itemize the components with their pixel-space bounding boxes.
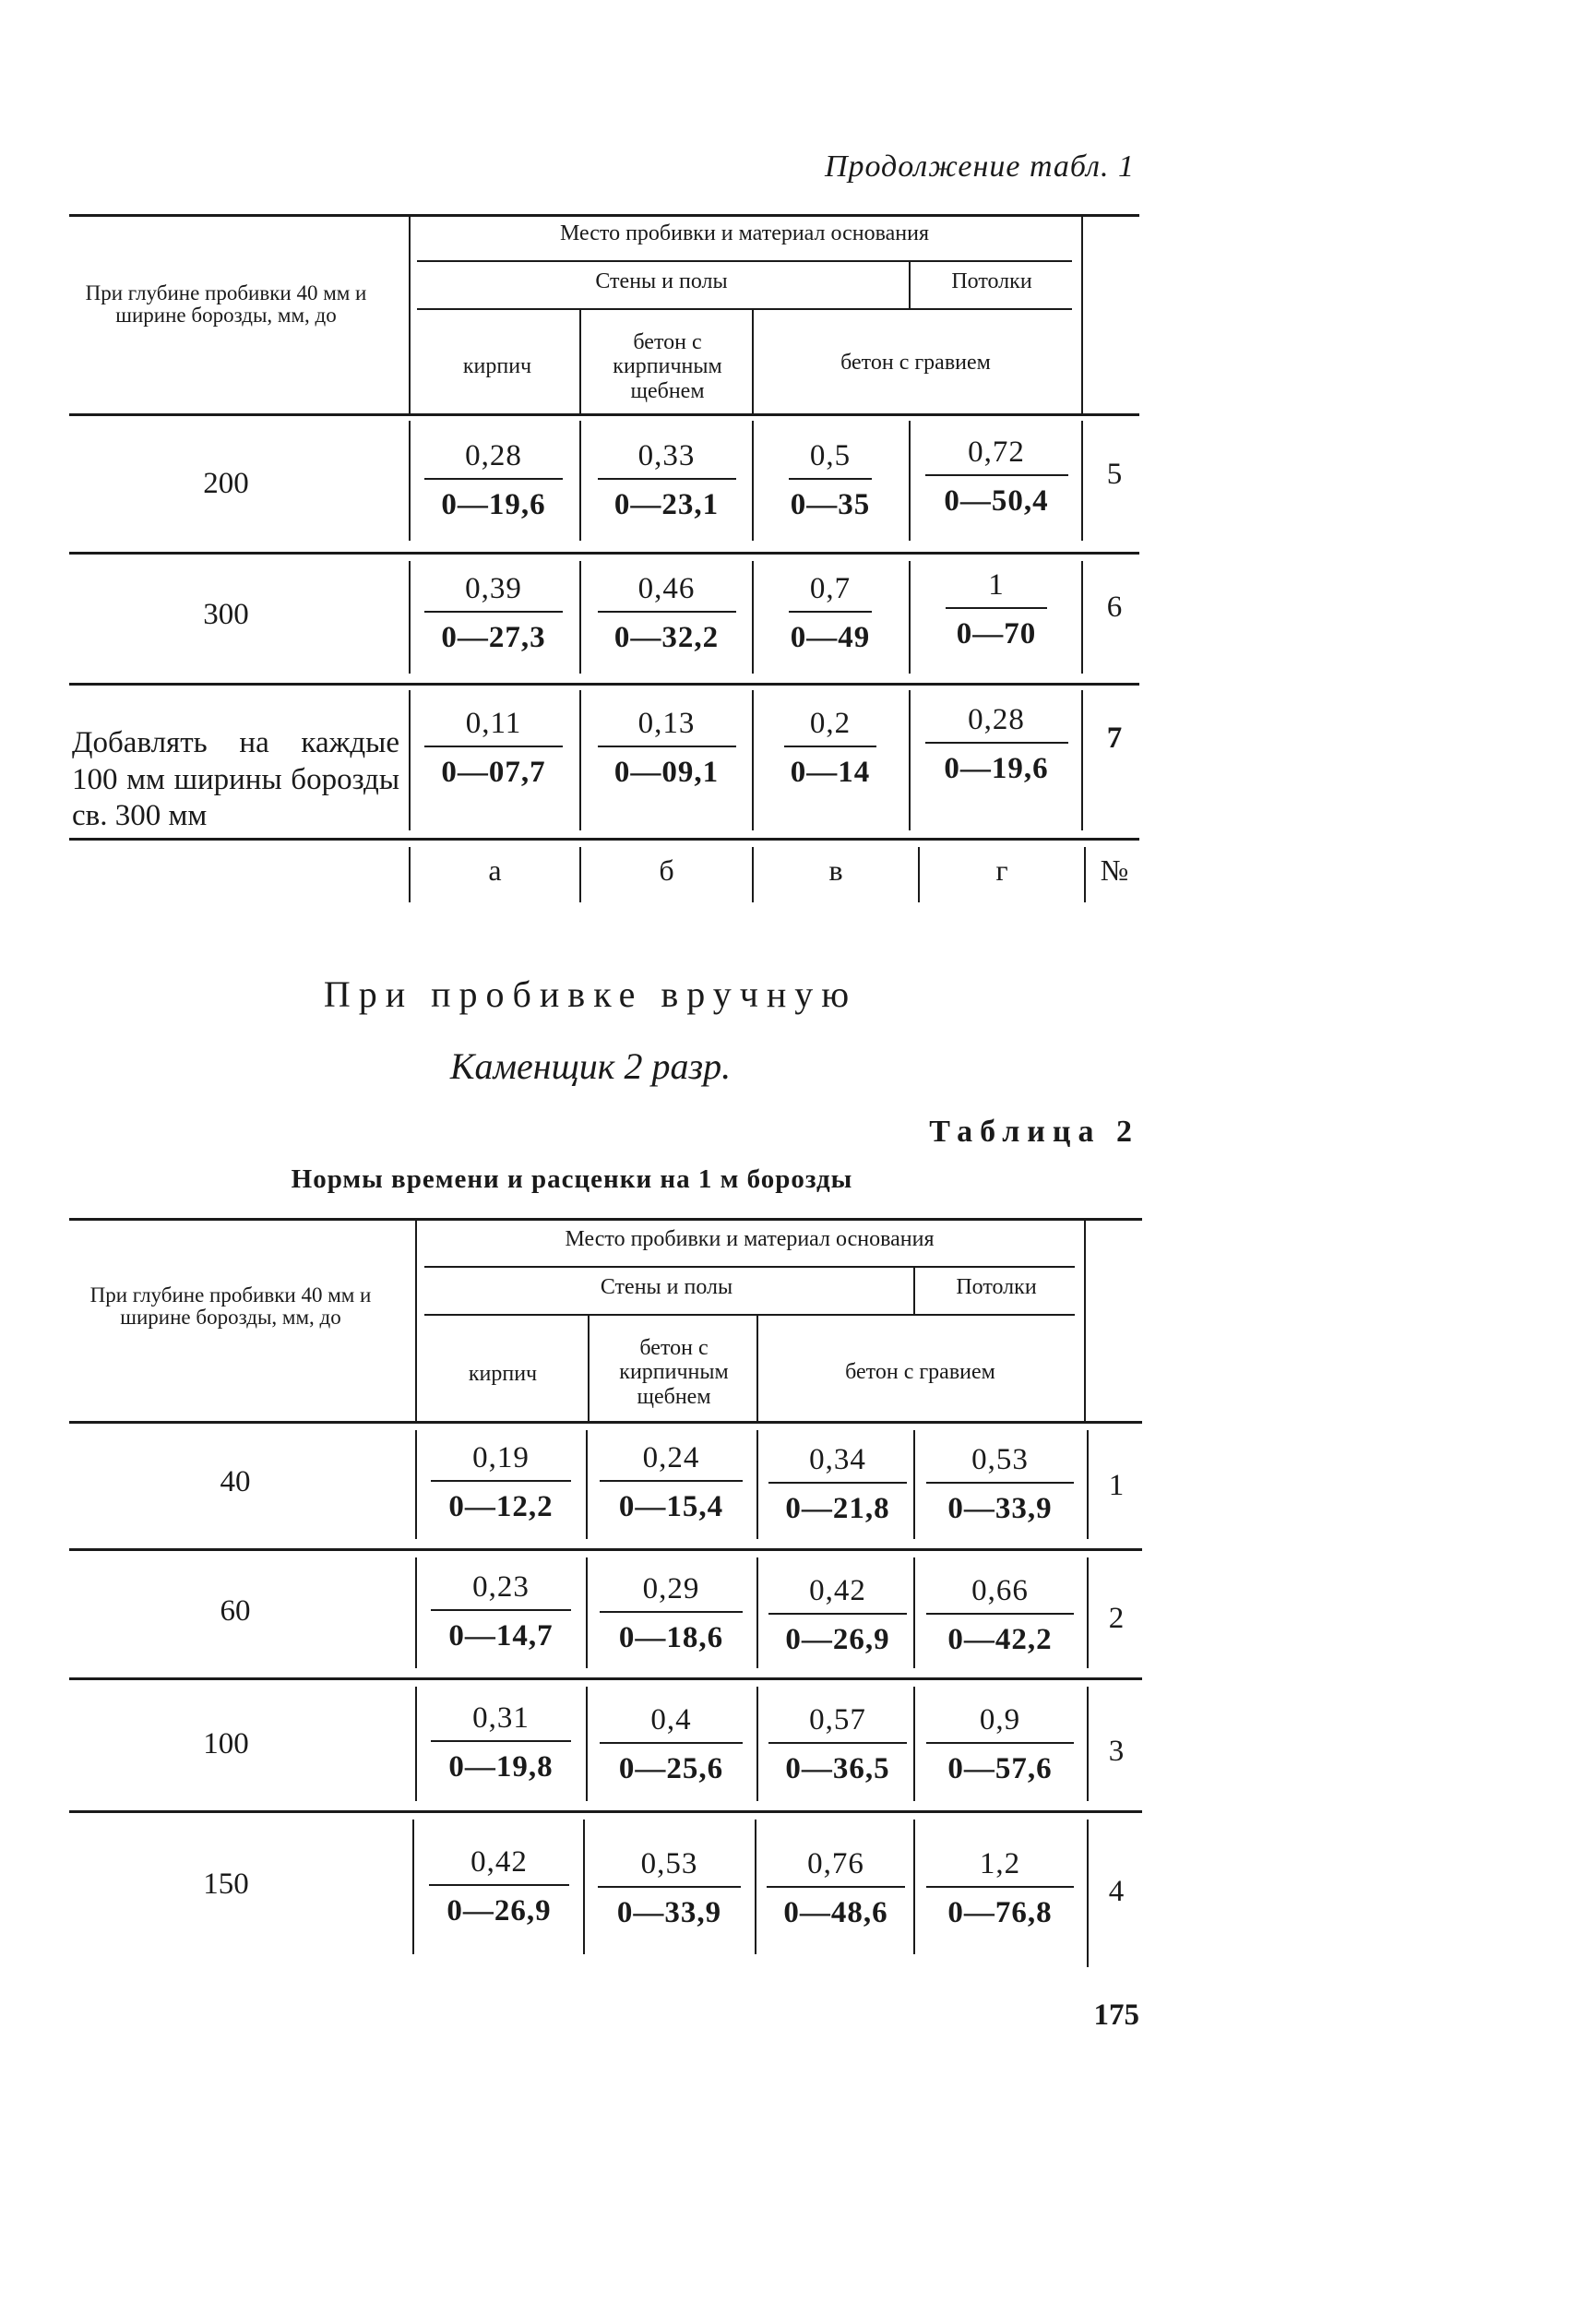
section-heading: При пробивке вручную	[323, 973, 858, 1015]
table2-depth-header: При глубине пробивки 40 мм и ширине борозды, мм, до	[89, 1283, 372, 1330]
table2-cell	[426, 1436, 576, 1532]
table2-cell	[426, 1696, 576, 1792]
rate: 0—07,7	[441, 756, 546, 789]
table2-ceilings-header: Потолки	[956, 1275, 1037, 1299]
table2-cell	[764, 1569, 911, 1665]
table1-cell	[918, 698, 1075, 794]
row-number: 6	[1106, 591, 1123, 624]
table2-cell	[595, 1698, 747, 1794]
norm-time: 0,31	[472, 1701, 530, 1735]
table1-header-rule-1	[417, 260, 1072, 262]
rate: 0—19,8	[448, 1750, 554, 1784]
table2-row-depth: 100	[203, 1727, 249, 1760]
norm-time: 0,23	[472, 1570, 530, 1604]
table1-cell	[761, 434, 899, 530]
norm-time: 0,66	[971, 1574, 1029, 1607]
column-key: №	[1100, 853, 1129, 887]
table1-walls-header: Стены и полы	[595, 269, 728, 293]
norm-time: 0,24	[642, 1441, 700, 1474]
table1-place-header: Место пробивки и материал основания	[559, 221, 930, 245]
continuation-title: Продолжение табл. 1	[824, 149, 1135, 184]
norm-time: 0,72	[968, 436, 1025, 469]
table2-label: Таблица 2	[929, 1115, 1139, 1149]
row-number: 7	[1106, 722, 1123, 755]
table2-concrete-brick-header: бетон с кирпичным щебнем	[619, 1336, 729, 1409]
norm-time: 0,46	[637, 572, 696, 605]
table2-cell	[426, 1565, 576, 1661]
row-number: 5	[1106, 458, 1123, 491]
norm-time: 0,53	[640, 1847, 698, 1880]
norm-time: 0,9	[979, 1703, 1021, 1736]
table2-row-depth: 150	[203, 1867, 249, 1901]
rate: 0—09,1	[613, 756, 720, 789]
column-key: а	[488, 853, 502, 887]
table2-cell	[762, 1842, 910, 1938]
table1-cell	[918, 563, 1075, 659]
table2-row-rule	[69, 1810, 1142, 1813]
table1-row-rule	[69, 552, 1139, 555]
rate: 0—15,4	[618, 1490, 724, 1523]
row-number: 2	[1108, 1602, 1125, 1635]
table1-row-depth: 200	[203, 467, 249, 500]
rate: 0—36,5	[785, 1752, 890, 1785]
rate: 0—18,6	[618, 1621, 724, 1654]
table1-cell	[761, 701, 899, 797]
table1-row-rule	[69, 683, 1139, 686]
table2-header-rule-2	[424, 1314, 1075, 1316]
table2-brick-header: кирпич	[468, 1362, 538, 1386]
table1-row-depth: 300	[203, 598, 249, 631]
table1-concrete-gravel-header: бетон с гравием	[840, 351, 991, 375]
norm-time: 0,11	[465, 707, 522, 740]
rate: 0—21,8	[785, 1492, 890, 1525]
rate: 0—49	[790, 621, 871, 654]
row-number: 1	[1108, 1469, 1125, 1502]
table1-ceilings-header: Потолки	[951, 269, 1032, 293]
rate: 0—14	[790, 756, 871, 789]
table1-header-rule-2	[417, 308, 1072, 310]
norm-time: 0,57	[809, 1703, 866, 1736]
norm-time: 0,42	[470, 1845, 528, 1879]
table1-bottom-rule	[69, 838, 1139, 841]
rate: 0—76,8	[947, 1896, 1053, 1929]
rate: 0—32,2	[613, 621, 720, 654]
norm-time: 0,42	[809, 1574, 866, 1607]
norm-time: 0,39	[465, 572, 522, 605]
table2-title: Нормы времени и расценки на 1 м борозды	[291, 1164, 853, 1194]
rate: 0—25,6	[618, 1752, 724, 1785]
table2-walls-header: Стены и полы	[600, 1275, 733, 1299]
norm-time: 0,5	[809, 439, 852, 472]
row-number: 3	[1108, 1735, 1125, 1768]
table2-top-rule	[69, 1218, 1142, 1221]
table1-cell	[761, 567, 899, 662]
table2-header-rule-1	[424, 1266, 1075, 1268]
norm-time: 0,28	[968, 703, 1025, 736]
table1-cell	[590, 434, 743, 530]
rate: 0—33,9	[616, 1896, 722, 1929]
rate: 0—26,9	[447, 1894, 552, 1927]
table2-concrete-gravel-header: бетон с гравием	[845, 1360, 995, 1384]
row-number: 4	[1108, 1875, 1125, 1908]
table2-cell	[595, 1567, 747, 1663]
table2-cell	[593, 1842, 745, 1938]
norm-time: 0,34	[809, 1443, 866, 1476]
table1-cell	[918, 430, 1075, 526]
rate: 0—23,1	[613, 488, 720, 521]
table2-cell	[764, 1438, 911, 1533]
norm-time: 0,76	[807, 1847, 864, 1880]
table2-cell	[424, 1840, 574, 1936]
table2-cell	[595, 1436, 747, 1532]
table2-header-bottom-rule	[69, 1421, 1142, 1424]
table1-cell	[590, 567, 743, 662]
table1-depth-header: При глубине пробивки 40 мм и ширине борозды, мм, до	[85, 281, 367, 328]
table1-row-depth: Добавлять на каждые 100 мм ширины борозды св. 300 мм	[72, 726, 399, 833]
rate: 0—33,9	[947, 1492, 1053, 1525]
rate: 0—50,4	[944, 484, 1049, 518]
column-key: б	[659, 853, 674, 887]
rate: 0—35	[790, 488, 871, 521]
table1-cell	[420, 434, 567, 530]
column-key: в	[828, 853, 843, 887]
table1-top-rule	[69, 214, 1139, 217]
norm-time: 0,7	[809, 572, 852, 605]
norm-time: 0,13	[637, 707, 696, 740]
rate: 0—70	[956, 617, 1037, 650]
rate: 0—27,3	[441, 621, 546, 654]
table2-cell	[923, 1569, 1078, 1665]
table2-cell	[923, 1698, 1078, 1794]
table1-header-bottom-rule	[69, 413, 1139, 416]
rate: 0—19,6	[944, 752, 1049, 785]
norm-time: 1,2	[979, 1847, 1021, 1880]
norm-time: 1	[988, 568, 1005, 602]
norm-time: 0,4	[650, 1703, 692, 1736]
column-key: г	[995, 853, 1008, 887]
page-number: 175	[1093, 1999, 1139, 2032]
table2-row-depth: 40	[220, 1465, 251, 1498]
norm-time: 0,29	[642, 1572, 700, 1605]
table1-cell	[420, 701, 567, 797]
norm-time: 0,53	[971, 1443, 1029, 1476]
table1-brick-header: кирпич	[462, 354, 532, 378]
norm-time: 0,28	[465, 439, 522, 472]
mason-grade: Каменщик 2 разр.	[449, 1045, 732, 1087]
table2-cell	[923, 1438, 1078, 1533]
rate: 0—42,2	[947, 1623, 1053, 1656]
rate: 0—14,7	[448, 1619, 554, 1653]
rate: 0—12,2	[448, 1490, 554, 1523]
rate: 0—19,6	[441, 488, 546, 521]
table1-concrete-brick-header: бетон с кирпичным щебнем	[613, 330, 722, 403]
rate: 0—26,9	[785, 1623, 890, 1656]
table2-cell	[764, 1698, 911, 1794]
table1-cell	[590, 701, 743, 797]
table2-place-header: Место пробивки и материал основания	[565, 1227, 935, 1251]
norm-time: 0,19	[472, 1441, 530, 1474]
rate: 0—57,6	[947, 1752, 1053, 1785]
table1-cell	[420, 567, 567, 662]
table2-row-rule	[69, 1677, 1142, 1680]
table2-row-depth: 60	[220, 1594, 251, 1628]
norm-time: 0,33	[637, 439, 696, 472]
table2-row-rule	[69, 1548, 1142, 1551]
table2-cell	[923, 1842, 1078, 1938]
norm-time: 0,2	[809, 707, 852, 740]
rate: 0—48,6	[783, 1896, 888, 1929]
